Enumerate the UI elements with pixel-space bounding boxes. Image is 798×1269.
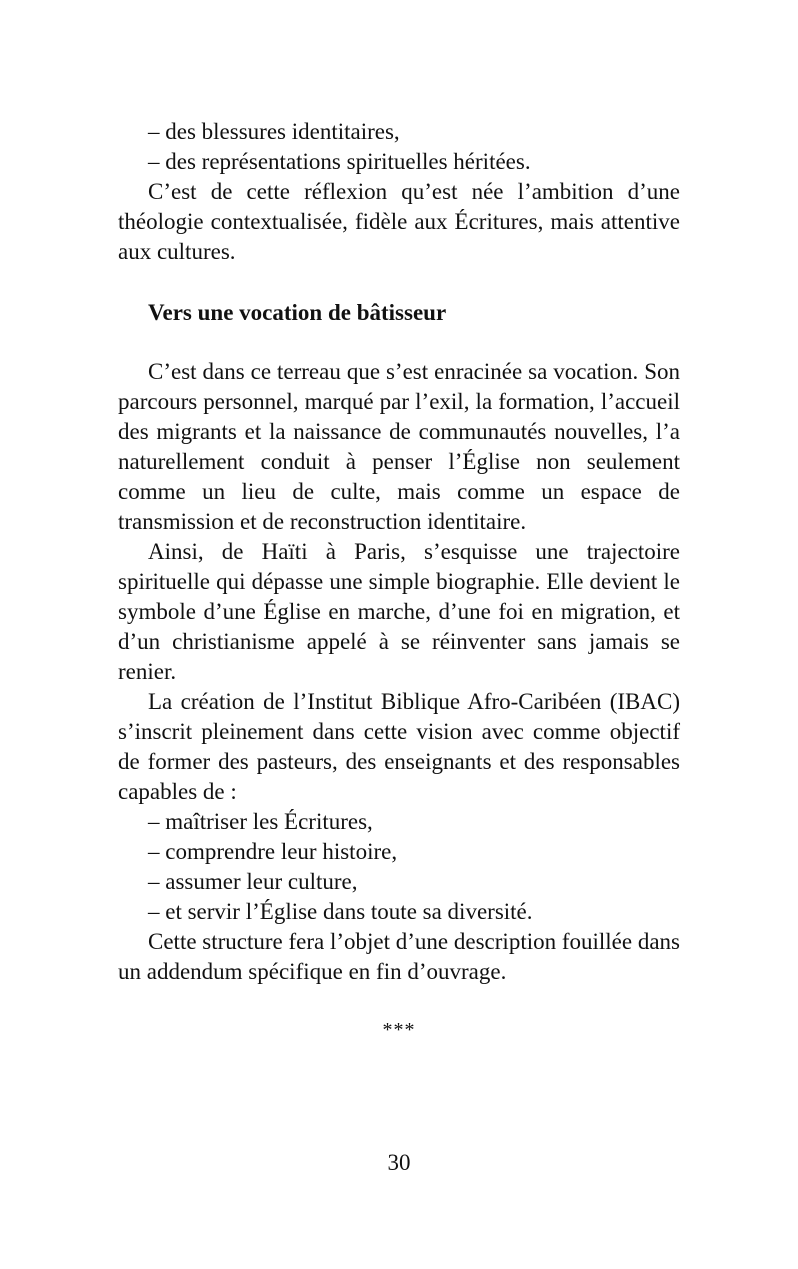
- page-number: 30: [387, 1150, 411, 1175]
- paragraph-vocation: C’est dans ce terreau que s’est enracinée sa vocation. Son parcours personnel, marqué par l’exil, la formation, l’accueil des migrants et la naissance de communautés nouvelles, l’a naturellement conduit à penser l’Église non seulement comme un lieu de culte, mais comme un espace de transmission et de reconstruction identitaire.: [118, 359, 680, 534]
- main-text-block: [118, 357, 680, 987]
- paragraph-ibac: La création de l’Institut Biblique Afro-Caribéen (IBAC) s’inscrit pleinement dans cette vision avec comme objectif de former des pasteurs, des enseignants et des responsables capables de :: [118, 689, 680, 804]
- section-separator: ***: [382, 1019, 416, 1041]
- paragraph-trajectory: Ainsi, de Haïti à Paris, s’esquisse une trajectoire spirituelle qui dépasse une simple biographie. Elle devient le symbole d’une Église en marche, d’une foi en migration, et d’un christianisme appelé à se réinventer sans jamais se renier.: [118, 539, 680, 684]
- list-item: – assumer leur culture,: [148, 869, 358, 894]
- list-item-wounds: – des blessures identitaires,: [148, 119, 400, 144]
- section-heading: Vers une vocation de bâtisseur: [148, 300, 447, 325]
- paragraph-addendum: Cette structure fera l’objet d’une description fouillée dans un addendum spécifique en fin d’ouvrage.: [118, 929, 680, 984]
- top-text-block: [118, 117, 680, 267]
- list-item: – maîtriser les Écritures,: [148, 809, 373, 834]
- list-item: – et servir l’Église dans toute sa diversité.: [148, 899, 533, 924]
- list-item-representations: – des représentations spirituelles héritées.: [148, 149, 531, 174]
- paragraph-reflection: C’est de cette réflexion qu’est née l’ambition d’une théologie contextualisée, fidèle aux Écritures, mais attentive aux cultures.: [118, 179, 680, 264]
- list-item: – comprendre leur histoire,: [148, 839, 398, 864]
